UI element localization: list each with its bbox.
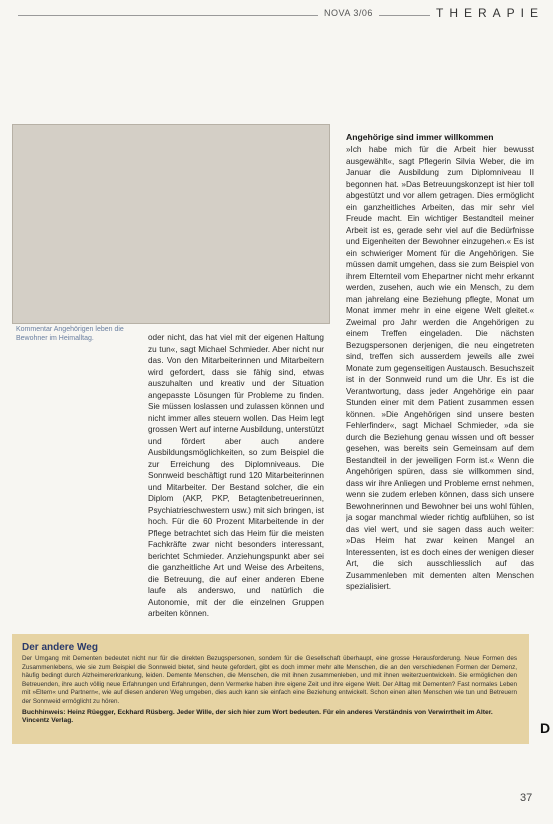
infobox-title: Der andere Weg [22, 642, 98, 653]
article-paragraph-right: »Ich habe mich für die Arbeit hier bewusst ausgewählt«, sagt Pflegerin Silvia Weber, die im Januar die Ausbildung zum Diplomniveau II begonnen hat. »Das Betreuungskonzept ist hier toll abgestützt und vor allem getragen. Dies ermöglicht ein ganzheitliches Arbeiten, das mir sehr viel Freude macht. Ein wichtiger Bestandteil meiner Arbeit ist es, gerade sehr viel auf die Bedürfnisse und Eigenheiten der Bewohner einzugehen.« Es ist ein schwieriger Moment für die Angehörigen. Sie müssen damit umgehen, dass sie zum Beispiel von ihrem Elternteil vom Ehepartner nicht mehr erkannt werden, zusehen, auch wie ein Mensch, zu dem man jahrelang eine Beziehung pflegte, Monat um Monat immer mehr in eine eigene Welt gleitet.« Zweimal pro Jahr werden die Angehörigen zu einem Treffen eingeladen. Die nächsten Bezugspersonen derjenigen, die neu eingetreten sind, treffen sich ausserdem jeweils alle zwei Monate zum gegenseitigen Austausch. Besuchszeit ist in der Sonnweid rund um die Uhr. Es ist die Verantwortung, dass jeder Angehörige ein paar Stunden einer mit dem Patient zusammen essen können. »Die Angehörigen sind unsere besten Fehlerfinder«, sagt Michael Schmieder, »da sie durch die Beziehung genau wissen und oft besser gesehen, was bereits sein Gemeinsam auf dem Bestandteil in der jeweiligen Form ist.« Wenn die Angehörigen spüren, dass sie willkommen sind, dass wir ihre Anliegen und Probleme ernst nehmen, wenn sie zudem erleben können, dass sich unsere Bewohnerinnen und Bewohner bei uns wohl fühlen, ja sogar manchmal wieder richtig aufblühen, so ist das viel wert, und sie sagen dass auch weiter: »Das Heim hat zwar keinen Mangel an Interessenten, ist es doch eines der wenigen dieser Art, die sich ausschliesslich auf das Zusammenleben mit dementen alten Menschen spezialisiert. [346, 145, 534, 591]
section-title: THERAPIE [430, 6, 544, 20]
article-photo [12, 124, 330, 324]
article-paragraph-left: oder nicht, das hat viel mit der eigenen Haltung zu tun«, sagt Michael Schmieder. Aber nicht nur das. Von den Mitarbeiterinnen und Mitarbeitern wird gefordert, dass sie fähig sind, etwas auszuhalten und kreativ und der Situation angepasste Lösungen für Probleme zu finden. Sie müssen loslassen und zulassen können und nicht immer alles steuern wollen. Das Heim legt grossen Wert auf interne Ausbildung, unterstützt und fördert aber auch andere Ausbildungsmöglichkeiten, so zum Beispiel die zur Erreichung des Diplomniveaus. Die Sonnweid beschäftigt rund 120 Mitarbeiterinnen und Mitarbeiter. Der Bestand solcher, die ein Diplom (AKP, PKP, Betagtenbetreuerinnen, Psychiatrieschwestern usw.) mit sich bringen, ist hoch. Für die 60 Prozent Mitarbeitende in der Pflege betrachtet sich das Heim für die meisten Fachkräfte zwar nicht besonders interessant, berichtet Schmieder. Anziehungspunkt aber sei die ganzheitliche Art und Weise des Arbeitens, die Betreuung, die auf einer anderen Ebene laufe als anderswo, und natürlich die Autonomie, mit der die einzelnen Gruppen arbeiten können. [148, 333, 324, 618]
page-number: 37 [520, 792, 533, 804]
infobox [12, 634, 529, 744]
book-reference: Buchhinweis: Heinz Rüegger, Eckhard Rüsberg. Jeder Wille, der sich hier zum Wort bedeuten. Für ein anderes Verständnis von Verwirrtheit im Alter. Vincentz Verlag. [22, 708, 493, 725]
article-column-right [346, 132, 534, 636]
infobox-body: Der Umgang mit Dementen bedeutet nicht nur für die direkten Bezugspersonen, sondern für die Gesellschaft überhaupt, eine grosse Herausforderung. Neue Formen des Zusammenlebens, wie sie zum Beispiel die Sonnweid bietet, sind heute gefordert, gibt es doch immer mehr alte Menschen, die an den verschiedenen Formen der Demenz, häufig bedingt durch Alzheimererkrankung, leiden. Demente Menschen, die Menschen, die mit ihnen zusammenleben, und mit ihnen weiterzuentwickeln. Sie ermöglichen den Betreuenden, ihre auch völlig neue Erfahrungen und Erfahrungen, denn Vermerke haben ihre eigene Zeit und ihre eigene Welt. Der Alltag mit Dementen? Fast normales Leben mit »Eltern« und Partnern«, wie auf diesen anderen Weg umgeben, dies auch kann sie einfach eine Beziehung entwickelt. Schon einen alten Menschen wie tun und Betreuern der Sonnweid ermöglicht zu hören. [22, 655, 517, 705]
photo-caption: Kommentar Angehörigen leben die Bewohner im Heimalltag. [16, 326, 124, 342]
magazine-issue: NOVA 3/06 [318, 8, 379, 18]
edge-letter: D [540, 720, 551, 736]
section-heading: Angehörige sind immer willkommen [346, 132, 494, 142]
article-column-left [148, 332, 324, 636]
